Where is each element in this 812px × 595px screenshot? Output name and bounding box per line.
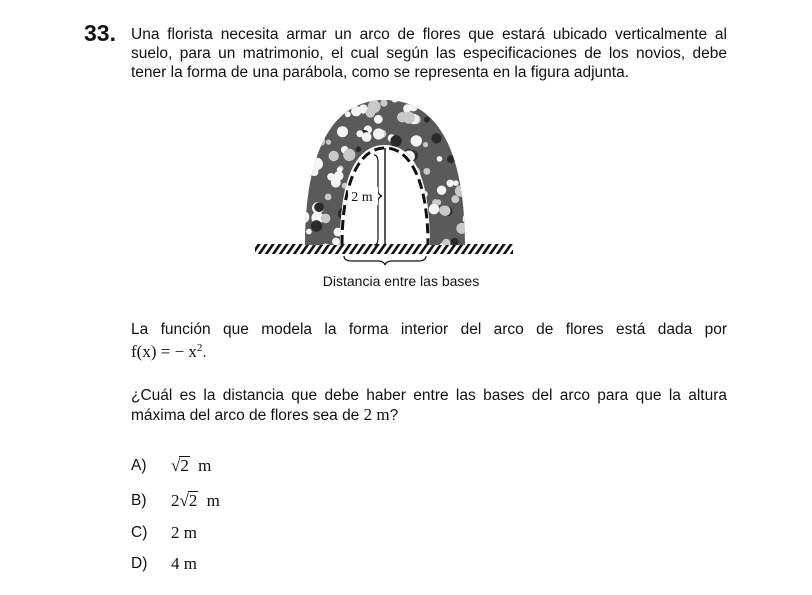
- figure-caption: Distancia entre las bases: [322, 273, 480, 289]
- blossom: [308, 160, 319, 171]
- blossom: [326, 140, 331, 145]
- blossom: [347, 217, 356, 226]
- blossom: [373, 128, 384, 139]
- blossom: [301, 130, 310, 139]
- blossom: [440, 206, 450, 216]
- blossom: [365, 175, 375, 185]
- blossom: [463, 213, 475, 225]
- blossom: [300, 148, 309, 157]
- blossom: [294, 114, 305, 125]
- blossom: [303, 147, 310, 154]
- blossom: [374, 115, 383, 124]
- blossom: [393, 205, 405, 217]
- blossom: [386, 218, 398, 230]
- blossom: [372, 178, 377, 183]
- blossom: [451, 195, 459, 203]
- option-value: [171, 456, 211, 476]
- radicand: 2: [180, 456, 189, 475]
- blossom: [362, 132, 372, 142]
- blossom: [356, 147, 362, 153]
- option-unit: m: [193, 456, 212, 475]
- stem-line: Una florista necesita armar un arco de flores que estará ubicado verticalmente al: [131, 26, 727, 43]
- blossom: [305, 117, 311, 123]
- blossom: [379, 157, 384, 162]
- blossom: [331, 178, 341, 188]
- blossom: [456, 223, 467, 234]
- blossom: [391, 95, 399, 103]
- blossom: [396, 193, 405, 202]
- function-expression: f(x) = − x: [131, 342, 197, 362]
- sqrt-expression: [180, 491, 199, 511]
- blossom: [381, 208, 391, 218]
- blossom: [412, 95, 419, 99]
- blossom: [321, 214, 331, 224]
- blossom: [315, 125, 324, 134]
- blossom: [390, 135, 401, 146]
- blossom: [372, 225, 382, 235]
- blossom: [319, 95, 331, 101]
- question-line: ¿Cuál es la distancia que debe haber entre las bases del arco para que la altura: [131, 387, 727, 404]
- blossom: [314, 95, 325, 103]
- blossom: [460, 136, 472, 148]
- blossom: [294, 138, 304, 148]
- blossom: [414, 236, 420, 242]
- blossom: [307, 122, 318, 133]
- sqrt-sign-icon: √: [171, 456, 181, 475]
- blossom: [423, 142, 428, 147]
- radicand: 2: [188, 491, 198, 510]
- blossom: [411, 226, 418, 233]
- blossom: [376, 159, 384, 167]
- blossom: [375, 173, 385, 183]
- blossom: [372, 206, 380, 214]
- blossom: [345, 111, 351, 117]
- option-b[interactable]: [131, 490, 220, 512]
- blossom: [329, 151, 339, 161]
- stem-line: suelo, para un matrimonio, el cual según las especificaciones de los novios, debe: [131, 45, 727, 62]
- blossom: [332, 238, 340, 246]
- height-value: 2 m: [363, 405, 390, 424]
- blossom: [337, 126, 348, 137]
- blossom: [298, 154, 308, 164]
- blossom: [371, 175, 383, 187]
- blossom: [312, 139, 320, 147]
- blossom: [318, 117, 325, 124]
- blossom: [429, 204, 440, 215]
- blossom: [342, 183, 348, 189]
- blossom: [410, 95, 415, 99]
- blossom: [437, 186, 446, 195]
- blossom: [370, 221, 379, 230]
- blossom: [295, 144, 305, 154]
- ground-hatch: [255, 244, 513, 254]
- blossom: [314, 202, 324, 212]
- blossom: [306, 229, 312, 235]
- question-text: [131, 386, 727, 425]
- blossom: [345, 231, 355, 241]
- blossom: [296, 211, 309, 224]
- blossom: [464, 186, 472, 194]
- blossom: [423, 168, 430, 175]
- blossom: [366, 108, 376, 118]
- blossom: [351, 106, 361, 116]
- sqrt-sign-icon: √: [179, 491, 189, 510]
- blossom: [294, 130, 300, 136]
- blossom: [419, 95, 425, 100]
- blossom: [387, 157, 393, 163]
- blossom: [466, 230, 473, 237]
- model-function: [131, 339, 727, 362]
- blossom: [323, 98, 329, 104]
- blossom: [468, 95, 474, 99]
- blossom: [372, 171, 378, 177]
- blossom: [312, 143, 318, 149]
- question-line: [131, 405, 727, 425]
- blossom: [406, 193, 413, 200]
- question-number: 33.: [84, 20, 116, 46]
- blossom: [431, 133, 441, 143]
- option-a[interactable]: [131, 455, 211, 477]
- blossom: [464, 102, 476, 114]
- option-letter: A): [131, 457, 147, 474]
- option-value: 2 m: [171, 523, 197, 542]
- model-paragraph: [131, 320, 727, 362]
- base-brace: [344, 256, 426, 265]
- blossom: [403, 112, 415, 124]
- blossom: [451, 145, 458, 152]
- option-letter: B): [131, 492, 147, 509]
- blossom: [343, 149, 355, 161]
- blossom: [389, 169, 400, 180]
- blossom: [311, 220, 322, 231]
- blossom: [441, 119, 449, 127]
- blossom: [307, 114, 313, 120]
- blossom: [320, 97, 333, 110]
- blossom: [434, 113, 440, 119]
- blossom: [451, 238, 459, 246]
- blossom: [387, 238, 393, 244]
- blossom: [295, 177, 306, 188]
- coefficient: 2: [171, 491, 180, 510]
- blossom: [291, 166, 300, 175]
- blossom: [372, 225, 381, 234]
- model-line: La función que modela la forma interior del arco de flores está dada por: [131, 321, 727, 338]
- blossom: [337, 167, 343, 173]
- blossom: [398, 161, 404, 167]
- blossom: [411, 135, 422, 146]
- blossom: [410, 227, 417, 234]
- blossom: [463, 141, 472, 150]
- option-value: 4 m: [171, 554, 197, 573]
- blossom: [447, 180, 454, 187]
- blossom: [437, 156, 443, 162]
- blossom: [325, 194, 332, 201]
- height-label: 2 m: [351, 190, 373, 205]
- blossom: [447, 155, 455, 163]
- function-exponent: 2: [196, 342, 203, 354]
- blossom: [381, 153, 392, 164]
- blossom: [352, 97, 357, 102]
- blossom: [358, 233, 369, 244]
- option-unit: m: [202, 491, 220, 510]
- blossom: [455, 185, 466, 196]
- blossom: [424, 117, 430, 123]
- stem-line: tener la forma de una parábola, como se representa en la figura adjunta.: [131, 64, 630, 81]
- option-letter: C): [131, 524, 148, 541]
- blossom: [453, 180, 459, 186]
- question-mark: ?: [389, 407, 399, 424]
- blossom: [392, 180, 398, 186]
- blossom: [315, 136, 325, 146]
- sqrt-expression: [171, 456, 190, 476]
- flower-arch-figure: [250, 95, 520, 295]
- option-value: [171, 491, 220, 511]
- question-stem: [131, 25, 727, 82]
- blossom: [380, 100, 387, 107]
- blossom: [462, 95, 470, 99]
- function-period: .: [202, 344, 207, 362]
- blossom: [369, 235, 375, 241]
- option-letter: D): [131, 555, 148, 572]
- question-line-text: máxima del arco de flores sea de: [131, 407, 364, 424]
- option-c[interactable]: [131, 522, 197, 544]
- blossom: [465, 172, 470, 177]
- blossom: [361, 225, 372, 236]
- option-d[interactable]: [131, 553, 197, 575]
- blossom: [300, 146, 308, 154]
